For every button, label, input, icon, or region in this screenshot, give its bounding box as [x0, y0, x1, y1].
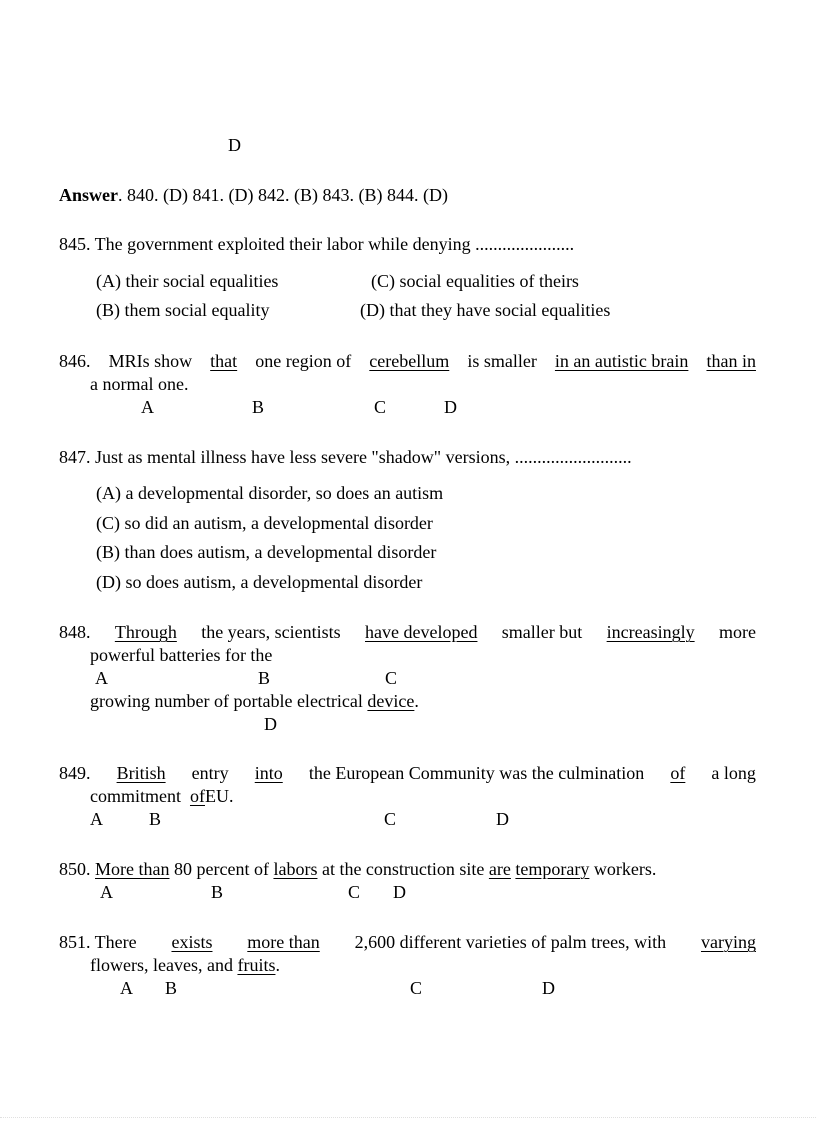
question-847-stem: 847. Just as mental illness have less severe "shadow" versions, ..........................: [59, 447, 632, 467]
question-848-letter-b: B: [258, 668, 271, 688]
question-850-text: 80 percent of: [173, 859, 269, 879]
question-850-underline-c: are: [488, 859, 511, 879]
question-846-underline-d: than in: [706, 351, 756, 371]
question-850-text: workers.: [593, 859, 657, 879]
question-849-letter-b: B: [149, 809, 162, 829]
question-848-text: more: [718, 622, 756, 642]
question-846-underline-c: in an autistic brain: [554, 351, 689, 371]
question-849-text: commitment: [90, 786, 181, 806]
question-851-text: .: [275, 955, 280, 975]
question-849-text: entry: [191, 763, 229, 783]
question-848-text: smaller but: [501, 622, 583, 642]
question-849-underline-d: of: [189, 786, 205, 806]
question-848-line-3: [90, 692, 419, 710]
question-851-line-1: [59, 933, 756, 951]
question-845-option-d: (D) that they have social equalities: [360, 300, 611, 320]
question-846-letter-c: C: [374, 397, 387, 417]
question-845-option-b: (B) them social equality: [96, 300, 270, 320]
question-851-text: 2,600 different varieties of palm trees, with: [354, 932, 667, 952]
question-846-number: 846.: [59, 351, 91, 371]
question-848-text: growing number of portable electrical: [90, 691, 363, 711]
question-849-line-1: [59, 764, 756, 782]
question-846-text: is smaller: [467, 351, 537, 371]
question-845-option-a: (A) their social equalities: [96, 271, 279, 291]
question-851-underline-c: varying: [700, 932, 756, 952]
question-847-option-3: (B) than does autism, a developmental disorder: [96, 542, 437, 562]
question-851-letter-b: B: [165, 978, 178, 998]
question-850-letter-a: A: [100, 882, 113, 902]
question-851-number: 851. There: [59, 932, 137, 952]
question-846-letter-a: A: [141, 397, 154, 417]
question-850-number: 850.: [59, 859, 91, 879]
answer-values: . 840. (D) 841. (D) 842. (B) 843. (B) 844. (D): [118, 185, 448, 205]
question-851-underline-b: more than: [247, 932, 320, 952]
question-846-line-2: a normal one.: [90, 374, 189, 394]
page-bottom-edge: [0, 1117, 816, 1119]
question-848-number: 848.: [59, 622, 91, 642]
question-850-letter-d: D: [393, 882, 406, 902]
question-847-option-2: (C) so did an autism, a developmental disorder: [96, 513, 433, 533]
question-849-number: 849.: [59, 763, 91, 783]
question-848-underline-a: Through: [114, 622, 177, 642]
question-849-letter-a: A: [90, 809, 103, 829]
question-848-text: .: [414, 691, 419, 711]
answer-letter-d-top: D: [228, 135, 241, 155]
question-848-line-1: [59, 623, 756, 641]
question-850-underline-d: temporary: [515, 859, 590, 879]
question-846-text: MRIs show: [108, 351, 193, 371]
question-848-text: the years, scientists: [201, 622, 341, 642]
question-851-text: flowers, leaves, and: [90, 955, 233, 975]
question-847-option-1: (A) a developmental disorder, so does an autism: [96, 483, 444, 503]
question-849-underline-b: into: [254, 763, 283, 783]
question-850-underline-a: More than: [95, 859, 170, 879]
question-850-letter-b: B: [211, 882, 224, 902]
question-846-line-1: [59, 352, 756, 370]
question-848-letter-d: D: [264, 714, 277, 734]
question-848-line-2: powerful batteries for the: [90, 645, 273, 665]
question-851-line-2: [90, 956, 280, 974]
answer-key-line: [59, 186, 448, 204]
question-851-underline-d: fruits: [237, 955, 276, 975]
question-850-letter-c: C: [348, 882, 361, 902]
question-850-underline-b: labors: [273, 859, 318, 879]
question-849-line-2: [90, 787, 233, 805]
question-849-text: EU.: [204, 786, 234, 806]
question-850-line-1: [59, 860, 656, 878]
question-850-text: at the construction site: [321, 859, 485, 879]
question-848-letter-c: C: [385, 668, 398, 688]
question-846-underline-a: that: [210, 351, 238, 371]
question-849-letter-d: D: [496, 809, 509, 829]
question-848-underline-d: device: [367, 691, 415, 711]
question-846-letter-d: D: [444, 397, 457, 417]
question-848-letter-a: A: [95, 668, 108, 688]
question-847-option-4: (D) so does autism, a developmental disorder: [96, 572, 423, 592]
question-846-letter-b: B: [252, 397, 265, 417]
answer-label: Answer: [59, 185, 118, 205]
question-849-letter-c: C: [384, 809, 397, 829]
question-846-underline-b: cerebellum: [369, 351, 450, 371]
question-849-underline-c: of: [670, 763, 686, 783]
question-851-letter-a: A: [120, 978, 133, 998]
question-849-underline-a: British: [116, 763, 166, 783]
question-845-option-c: (C) social equalities of theirs: [371, 271, 579, 291]
question-851-underline-a: exists: [171, 932, 213, 952]
question-848-underline-c: increasingly: [606, 622, 695, 642]
question-848-underline-b: have developed: [365, 622, 478, 642]
question-849-text: the European Community was the culmination: [308, 763, 645, 783]
question-851-letter-d: D: [542, 978, 555, 998]
question-846-text: one region of: [255, 351, 352, 371]
question-849-text: a long: [711, 763, 756, 783]
question-845-stem: 845. The government exploited their labor while denying ......................: [59, 234, 575, 254]
question-851-letter-c: C: [410, 978, 423, 998]
